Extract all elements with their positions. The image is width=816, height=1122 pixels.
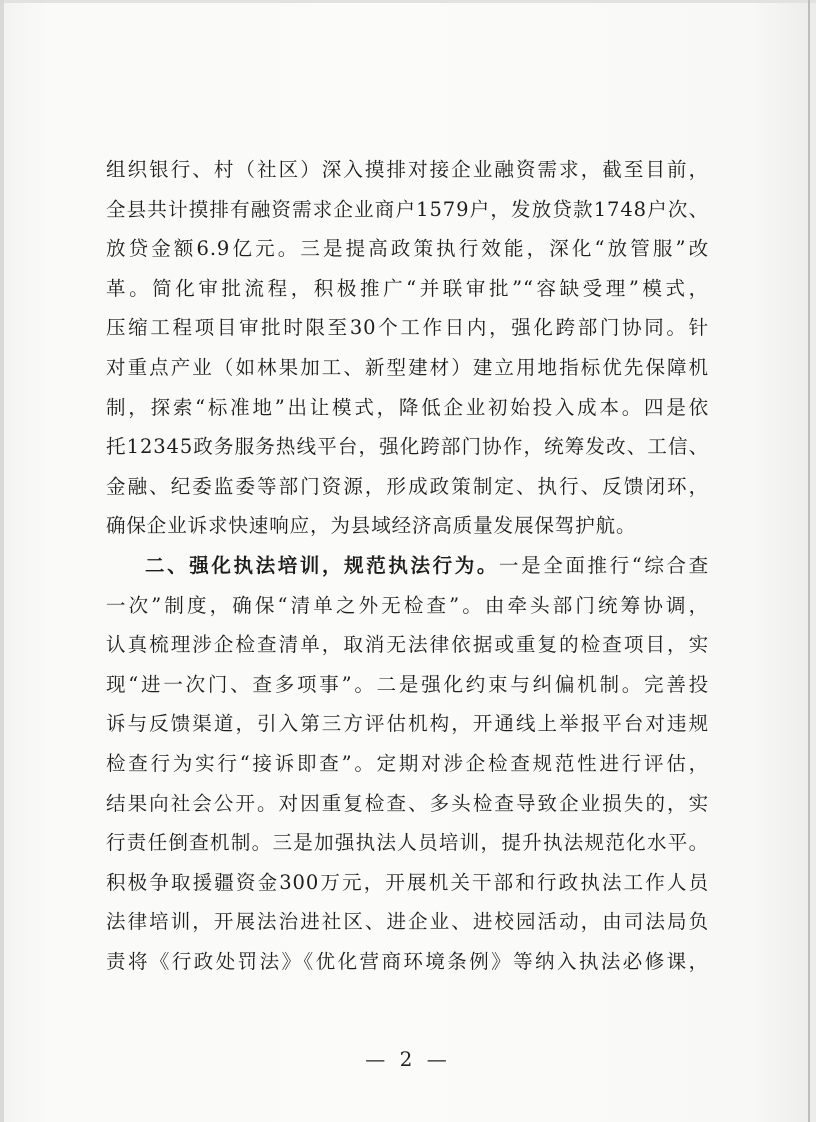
body-line: 压缩工程项目审批时限至30个工作日内，强化跨部门协同。针 [106, 316, 709, 340]
body-line: 放贷金额6.9亿元。三是提高政策执行效能，深化“放管服”改 [106, 237, 709, 261]
body-line: 积极争取援疆资金300万元，开展机关干部和行政执法工作人员 [106, 870, 709, 894]
body-line: 制，探索“标准地”出让模式，降低企业初始投入成本。四是依 [106, 395, 709, 419]
body-line: 结果向社会公开。对因重复检查、多头检查导致企业损失的，实 [106, 791, 709, 815]
body-line: 检查行为实行“接诉即查”。定期对涉企检查规范性进行评估， [106, 751, 709, 775]
body-line: 现“进一次门、查多项事”。二是强化约束与纠偏机制。完善投 [106, 672, 709, 696]
body-line: 行责任倒查机制。三是加强执法人员培训，提升执法规范化水平。 [106, 831, 709, 855]
page-left-edge [0, 0, 4, 1122]
body-line: 对重点产业（如林果加工、新型建材）建立用地指标优先保障机 [106, 355, 709, 379]
body-line: 金融、纪委监委等部门资源，形成政策制定、执行、反馈闭环， [106, 474, 709, 498]
section-heading-line [106, 546, 709, 586]
body-line: 组织银行、村（社区）深入摸排对接企业融资需求，截至目前， [106, 158, 709, 181]
body-line: 责将《行政处罚法》《优化营商环境条例》等纳入执法必修课， [106, 949, 709, 973]
body-line: 认真梳理涉企检查清单，取消无法律依据或重复的检查项目，实 [106, 633, 709, 657]
page-right-edge [808, 0, 810, 1122]
body-line: 法律培训，开展法治进社区、进企业、进校园活动，由司法局负 [106, 910, 709, 934]
body-line: 革。简化审批流程，积极推广“并联审批”“容缺受理”模式， [106, 276, 709, 300]
page-top-edge [0, 0, 816, 3]
body-line: 托12345政务服务热线平台，强化跨部门协作，统筹发改、工信、 [106, 435, 709, 459]
section-heading-tail: 一是全面推行“综合查 [499, 553, 709, 577]
body-line: 全县共计摸排有融资需求企业商户1579户，发放贷款1748户次、 [106, 197, 709, 221]
body-line: 诉与反馈渠道，引入第三方评估机构，开通线上举报平台对违规 [106, 712, 709, 736]
document-body [106, 150, 709, 981]
body-line: 一次”制度，确保“清单之外无检查”。由牵头部门统筹协调， [106, 593, 709, 617]
section-heading: 二、强化执法培训，规范执法行为。 [145, 553, 499, 577]
body-line: 确保企业诉求快速响应，为县域经济高质量发展保驾护航。 [106, 514, 637, 538]
page-number: — 2 — [365, 1047, 451, 1071]
